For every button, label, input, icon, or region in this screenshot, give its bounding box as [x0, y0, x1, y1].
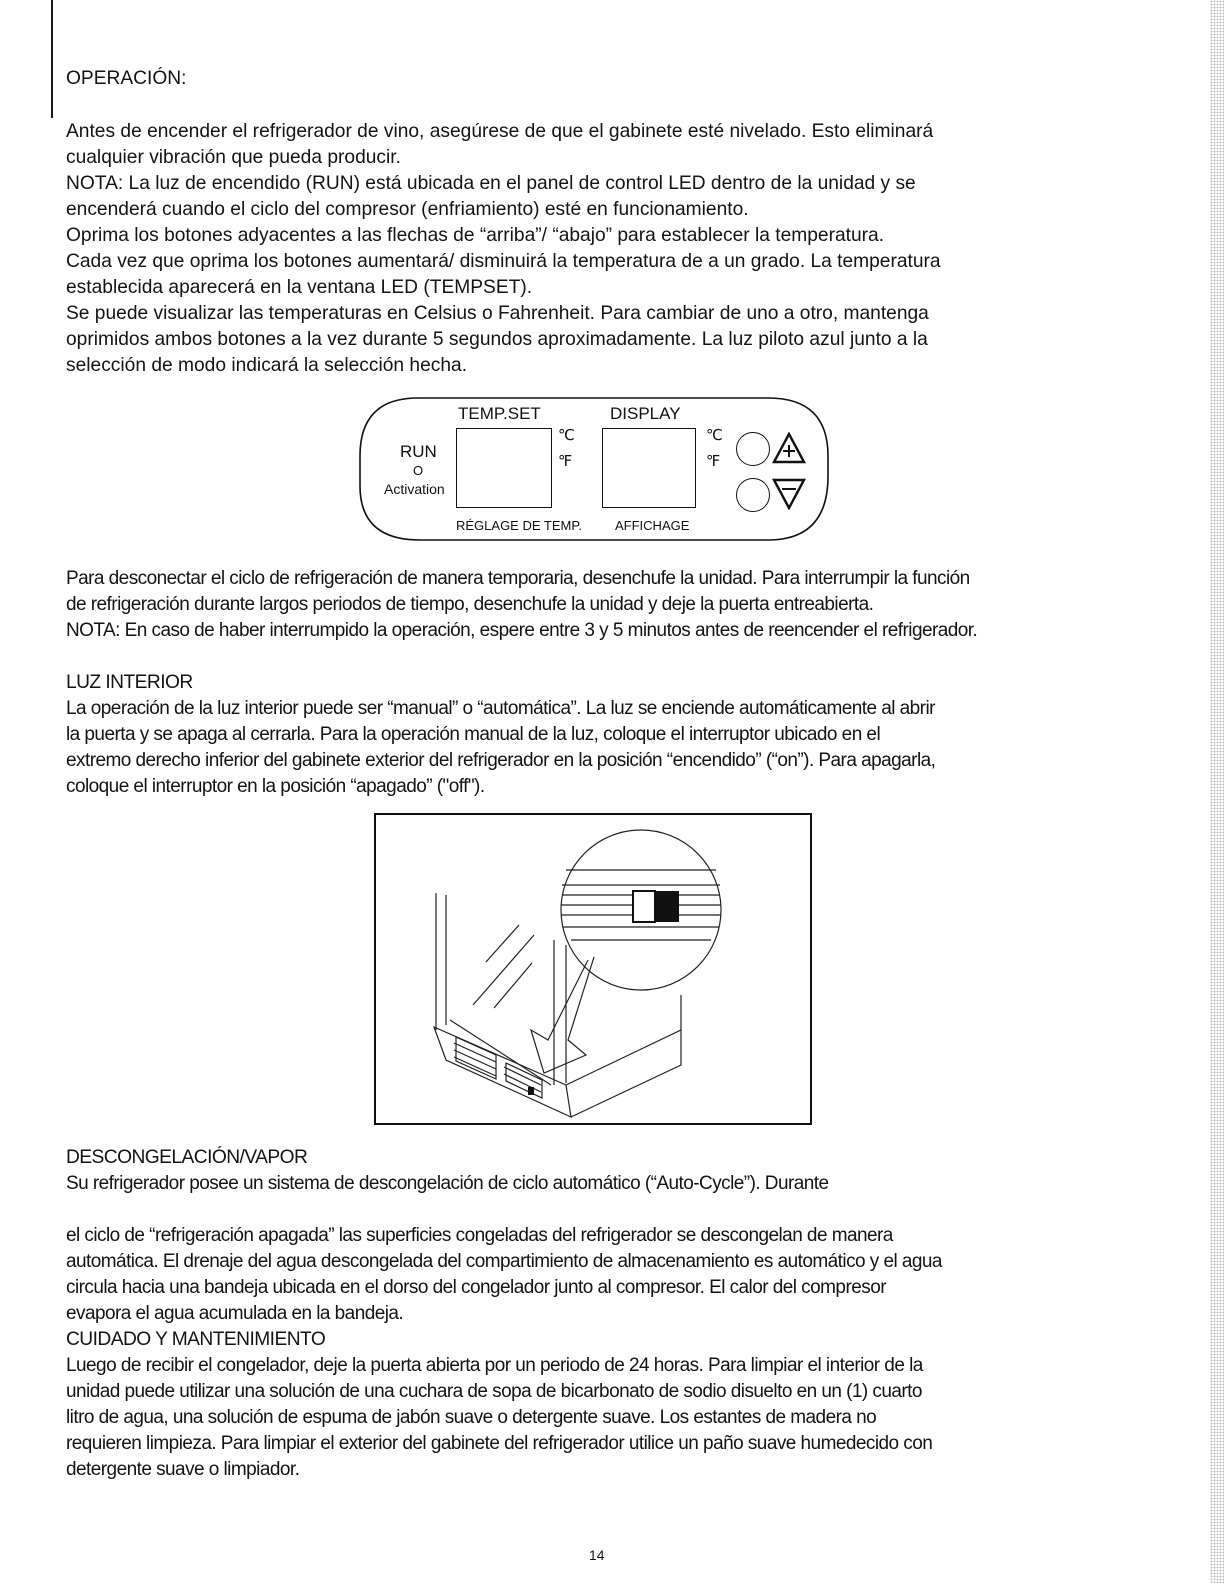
tempset-label: TEMP.SET: [458, 404, 541, 423]
page-margin-line: [51, 0, 53, 118]
operation-body: [66, 119, 1166, 379]
tempset-sub-label: RÉGLAGE DE TEMP.: [456, 518, 582, 533]
panel-outline: [358, 396, 830, 542]
display-celsius-unit: ℃: [706, 427, 723, 444]
text-line: cualquier vibración que pueda producir.: [66, 147, 401, 168]
text-line: automática. El drenaje del agua descongelada del compartimiento de almacenamiento es automático y el agua: [66, 1251, 942, 1272]
scan-edge-strip: [1210, 0, 1224, 1583]
heading-interior-light: LUZ INTERIOR: [66, 672, 193, 693]
tempset-celsius-unit: ℃: [558, 427, 575, 444]
section-interior-light: [66, 670, 1166, 800]
text-line: La operación de la luz interior puede ser “manual” o “automática”. La luz se enciende automáticamente al abrir: [66, 698, 935, 719]
text-line: de refrigeración durante largos periodos de tiempo, desenchufe la unidad y deje la puerta entreabierta.: [66, 594, 874, 615]
text-line: evapora el agua acumulada en la bandeja.: [66, 1303, 404, 1324]
text-line: Oprima los botones adyacentes a las flechas de “arriba”/ “abajo” para establecer la temperatura.: [66, 225, 885, 246]
text-line: oprimidos ambos botones a la vez durante 5 segundos aproximadamente. La luz piloto azul junto a la: [66, 329, 928, 350]
page-number: 14: [589, 1547, 605, 1563]
disconnect-body: [66, 566, 1166, 644]
defrost-body: [66, 1223, 1166, 1327]
text-line: Luego de recibir el congelador, deje la puerta abierta por un periodo de 24 horas. Para limpiar el interior de la: [66, 1355, 923, 1376]
text-line: unidad puede utilizar una solución de una cuchara de sopa de bicarbonato de sodio disuelto en un (1) cuarto: [66, 1381, 922, 1402]
text-line: NOTA: En caso de haber interrumpido la operación, espere entre 3 y 5 minutos antes de reencender el refrigerador.: [66, 620, 978, 641]
down-button: [736, 478, 770, 512]
text-line: establecida aparecerá en la ventana LED (TEMPSET).: [66, 277, 533, 298]
text-line: encenderá cuando el ciclo del compresor (enfriamiento) esté en funcionamiento.: [66, 199, 749, 220]
text-line: Se puede visualizar las temperaturas en Celsius o Fahrenheit. Para cambiar de uno a otro, mantenga: [66, 303, 929, 324]
display-fahrenheit-unit: ℉: [706, 453, 721, 470]
triangle-minus-icon: [772, 478, 806, 510]
text-line: extremo derecho inferior del gabinete exterior del refrigerador en la posición “encendido” (“on”). Para apagarla,: [66, 750, 936, 771]
activation-label: Activation: [384, 481, 445, 497]
text-line: litro de agua, una solución de espuma de jabón suave o detergente suave. Los estantes de madera no: [66, 1407, 877, 1428]
heading-operation: OPERACIÓN:: [66, 68, 187, 89]
text-line: selección de modo indicará la selección hecha.: [66, 355, 468, 376]
heading-care: CUIDADO Y MANTENIMIENTO: [66, 1329, 326, 1350]
text-line: Para desconectar el ciclo de refrigeración de manera temporaria, desenchufe la unidad. Para interrumpir la función: [66, 568, 970, 589]
run-label: RUN: [400, 442, 437, 461]
tempset-fahrenheit-unit: ℉: [558, 453, 573, 470]
tempset-lcd-window: [456, 428, 552, 508]
display-sub-label: AFFICHAGE: [615, 518, 690, 533]
text-line: NOTA: La luz de encendido (RUN) está ubicada en el panel de control LED dentro de la unidad y se: [66, 173, 916, 194]
text-line: Cada vez que oprima los botones aumentará/ disminuirá la temperatura de a un grado. La temperatura: [66, 251, 941, 272]
control-panel-diagram: [358, 396, 830, 542]
text-line: requieren limpieza. Para limpiar el exterior del gabinete del refrigerador utilice un paño suave humedecido con: [66, 1433, 933, 1454]
display-lcd-window: [602, 428, 696, 508]
text-line: el ciclo de “refrigeración apagada” las superficies congeladas del refrigerador se descongelan de manera: [66, 1225, 893, 1246]
text-line: detergente suave o limpiador.: [66, 1459, 300, 1480]
section-defrost: [66, 1145, 1166, 1197]
section-operation: [66, 66, 1166, 92]
text-line: la puerta y se apaga al cerrarla. Para la operación manual de la luz, coloque el interruptor ubicado en el: [66, 724, 881, 745]
text-line: Antes de encender el refrigerador de vino, asegúrese de que el gabinete esté nivelado. Esto eliminará: [66, 121, 934, 142]
light-switch-figure: [374, 813, 812, 1125]
run-indicator-icon: O: [413, 463, 424, 478]
text-line: Su refrigerador posee un sistema de descongelación de ciclo automático (“Auto-Cycle”). Durante: [66, 1173, 829, 1194]
triangle-plus-icon: [772, 432, 806, 464]
section-care: [66, 1327, 1166, 1483]
display-label: DISPLAY: [610, 404, 681, 423]
heading-defrost: DESCONGELACIÓN/VAPOR: [66, 1147, 308, 1168]
up-button: [736, 432, 770, 466]
text-line: circula hacia una bandeja ubicada en el dorso del congelador junto al compresor. El calor del compresor: [66, 1277, 886, 1298]
light-switch-illustration-icon: [376, 815, 810, 1123]
text-line: coloque el interruptor en la posición “apagado” ("off").: [66, 776, 485, 797]
